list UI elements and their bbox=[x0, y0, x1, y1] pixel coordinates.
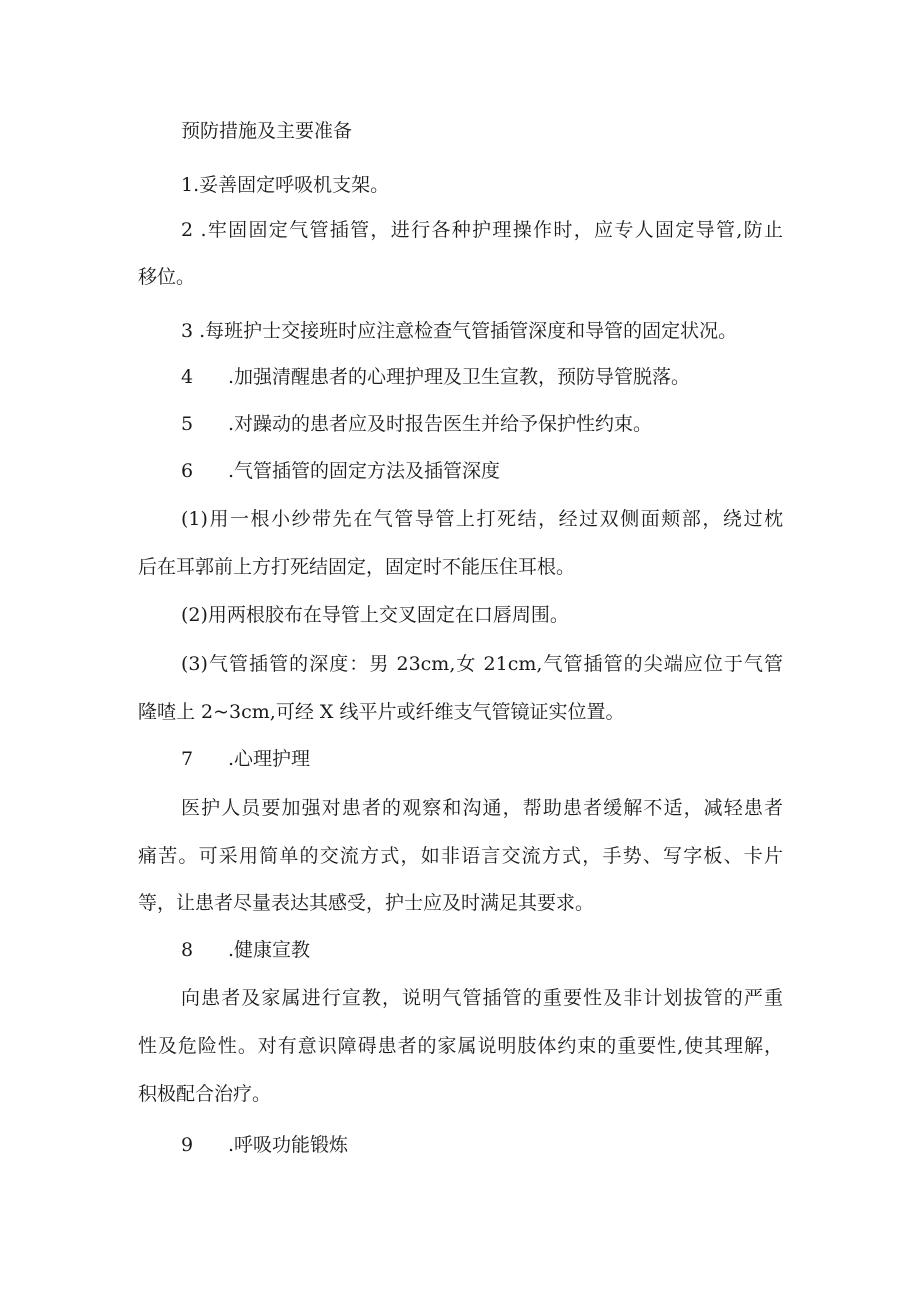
para-7-line-3: 等，让患者尽量表达其感受，护士应及时满足其要求。 bbox=[138, 892, 595, 914]
para-8-line-2: 性及危险性。对有意识障碍患者的家属说明肢体约束的重要性,使其理解， bbox=[138, 1035, 783, 1057]
item-4-text: .加强清醒患者的心理护理及卫生宣教，预防导管脱落。 bbox=[228, 366, 691, 388]
section-heading: 预防措施及主要准备 bbox=[181, 120, 353, 142]
para-7-line-2: 痛苦。可采用简单的交流方式，如非语言交流方式，手势、写字板、卡片 bbox=[138, 845, 783, 867]
item-2-line-2: 移位。 bbox=[138, 266, 196, 288]
item-7-number: 7 bbox=[181, 748, 194, 770]
item-6-text: .气管插管的固定方法及插管深度 bbox=[228, 460, 501, 482]
item-3: 3 .每班护士交接班时应注意检查气管插管深度和导管的固定状况。 bbox=[181, 320, 738, 342]
item-5-text: .对躁动的患者应及时报告医生并给予保护性约束。 bbox=[228, 413, 653, 435]
para-8-line-3: 积极配合治疗。 bbox=[138, 1083, 272, 1105]
item-5-number: 5 bbox=[181, 413, 194, 435]
sub-2: (2)用两根胶布在导管上交叉固定在口唇周围。 bbox=[181, 604, 569, 626]
para-7-line-1: 医护人员要加强对患者的观察和沟通，帮助患者缓解不适，减轻患者 bbox=[181, 797, 783, 819]
item-2-line-1: 2 .牢固固定气管插管，进行各种护理操作时，应专人固定导管,防止 bbox=[181, 219, 783, 241]
item-9-text: .呼吸功能锻炼 bbox=[228, 1134, 349, 1156]
para-8-line-1: 向患者及家属进行宣教，说明气管插管的重要性及非计划拔管的严重 bbox=[181, 987, 783, 1009]
item-4-number: 4 bbox=[181, 366, 194, 388]
item-6-number: 6 bbox=[181, 460, 194, 482]
item-1: 1.妥善固定呼吸机支架。 bbox=[181, 174, 390, 196]
sub-3-line-1: (3)气管插管的深度：男 23cm,女 21cm,气管插管的尖端应位于气管 bbox=[181, 653, 783, 675]
item-8-text: .健康宣教 bbox=[228, 939, 311, 961]
item-8-number: 8 bbox=[181, 939, 194, 961]
item-9-number: 9 bbox=[181, 1134, 194, 1156]
sub-1-line-1: (1)用一根小纱带先在气管导管上打死结，经过双侧面颊部，绕过枕 bbox=[181, 508, 783, 530]
sub-1-line-2: 后在耳郭前上方打死结固定，固定时不能压住耳根。 bbox=[138, 556, 576, 578]
item-7-text: .心理护理 bbox=[228, 748, 311, 770]
sub-3-line-2: 隆喳上 2~3cm,可经 X 线平片或纤维支气管镜证实位置。 bbox=[138, 701, 625, 723]
